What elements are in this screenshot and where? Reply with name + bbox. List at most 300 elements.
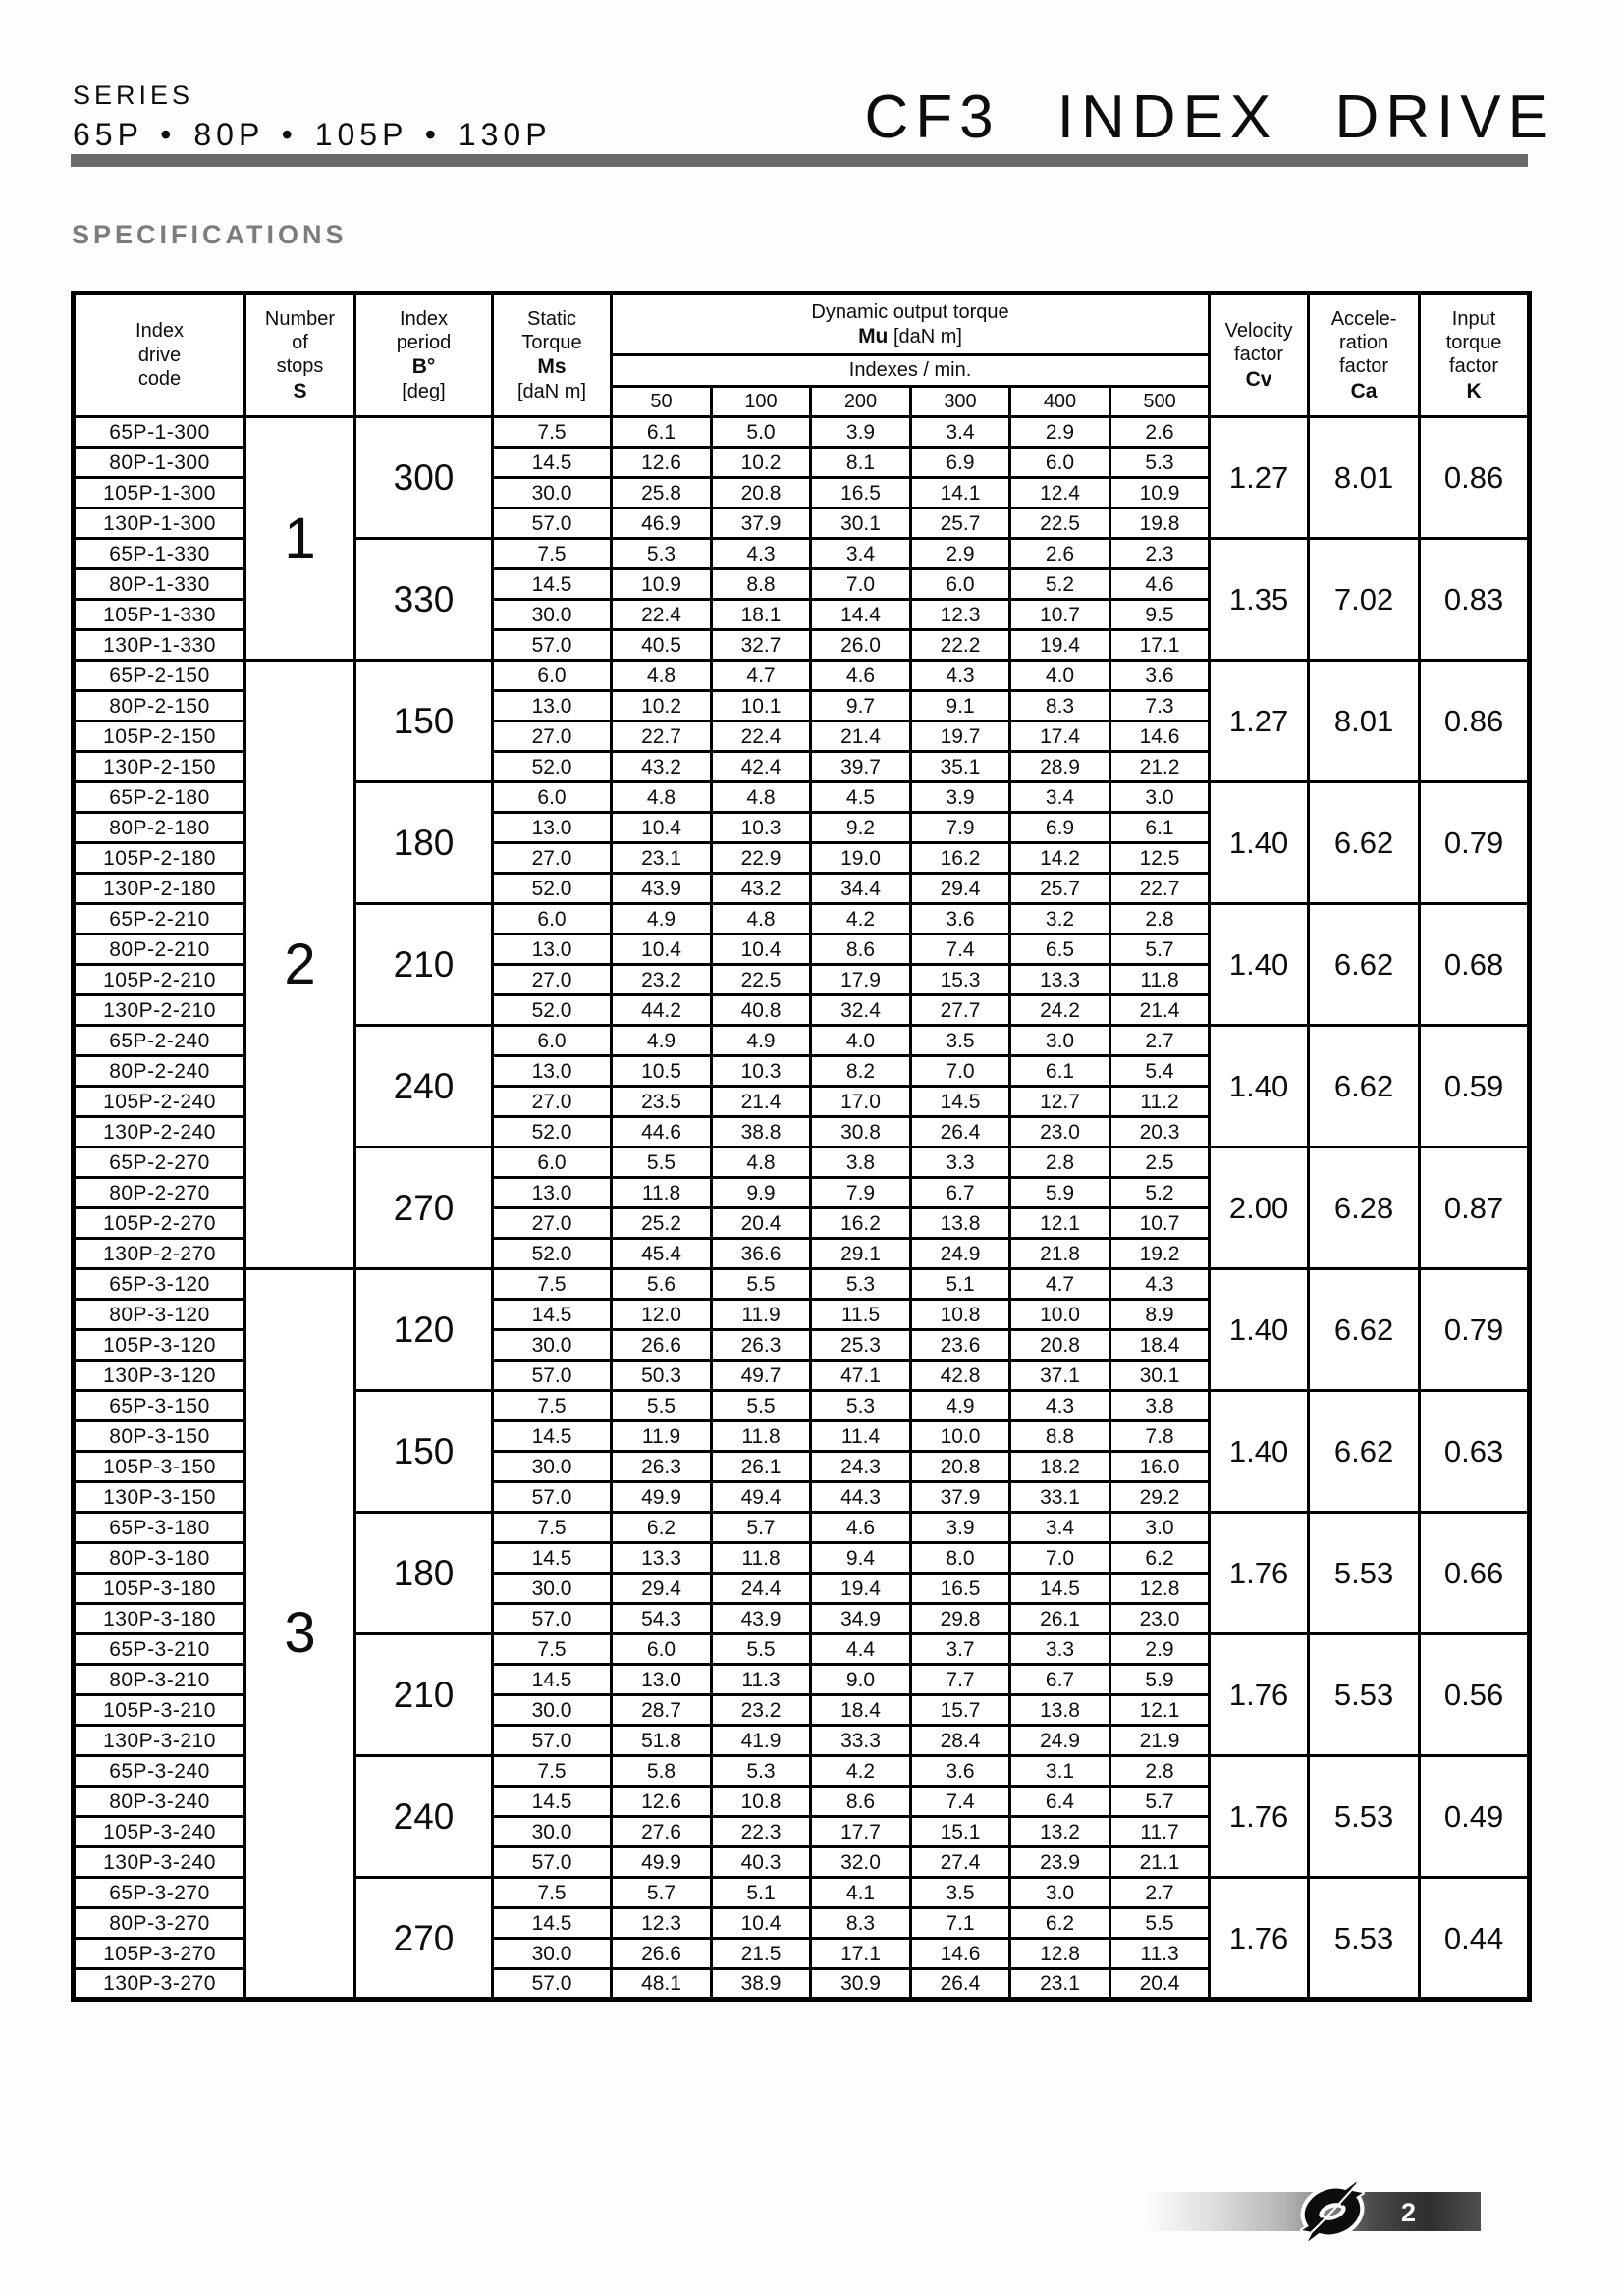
acceleration-factor-cell: 5.53: [1309, 1756, 1420, 1878]
torque-cell: 4.9: [911, 1391, 1010, 1421]
static-torque-cell: 14.5: [493, 1300, 612, 1330]
torque-cell: 4.8: [712, 1148, 811, 1178]
acceleration-factor-cell: 8.01: [1309, 661, 1420, 782]
torque-cell: 5.3: [612, 539, 712, 569]
torque-cell: 2.8: [1010, 1148, 1110, 1178]
torque-cell: 22.5: [712, 965, 811, 995]
index-drive-code-cell: 130P-3-180: [74, 1604, 245, 1634]
torque-cell: 6.7: [1010, 1665, 1110, 1695]
torque-cell: 22.2: [911, 630, 1010, 661]
static-torque-cell: 30.0: [493, 1330, 612, 1361]
col-header-speed-300: 300: [911, 387, 1010, 417]
torque-cell: 48.1: [612, 1969, 712, 2000]
torque-cell: 6.2: [1110, 1543, 1210, 1574]
torque-cell: 17.9: [811, 965, 911, 995]
period-cell: 180: [355, 782, 493, 904]
torque-cell: 7.4: [911, 1787, 1010, 1817]
torque-cell: 13.8: [911, 1208, 1010, 1239]
index-drive-code-cell: 105P-2-270: [74, 1208, 245, 1239]
torque-cell: 22.7: [1110, 874, 1210, 904]
torque-cell: 21.8: [1010, 1239, 1110, 1269]
torque-cell: 12.8: [1110, 1574, 1210, 1604]
torque-cell: 5.7: [1110, 1787, 1210, 1817]
torque-cell: 10.7: [1010, 600, 1110, 630]
input-torque-factor-cell: 0.63: [1420, 1391, 1530, 1513]
period-cell: 210: [355, 904, 493, 1026]
torque-cell: 12.1: [1010, 1208, 1110, 1239]
input-torque-factor-cell: 0.79: [1420, 1269, 1530, 1391]
torque-cell: 25.8: [612, 478, 712, 508]
index-drive-code-cell: 105P-3-120: [74, 1330, 245, 1361]
col-header-speed-100: 100: [712, 387, 811, 417]
torque-cell: 37.9: [712, 508, 811, 539]
torque-cell: 4.8: [612, 661, 712, 691]
torque-cell: 20.8: [911, 1452, 1010, 1482]
torque-cell: 4.3: [911, 661, 1010, 691]
torque-cell: 12.0: [612, 1300, 712, 1330]
torque-cell: 12.7: [1010, 1087, 1110, 1117]
torque-cell: 29.1: [811, 1239, 911, 1269]
torque-cell: 9.9: [712, 1178, 811, 1208]
static-torque-cell: 7.5: [493, 1756, 612, 1787]
static-torque-cell: 30.0: [493, 1452, 612, 1482]
torque-cell: 5.3: [811, 1269, 911, 1300]
torque-cell: 6.4: [1010, 1787, 1110, 1817]
index-drive-code-cell: 105P-3-150: [74, 1452, 245, 1482]
torque-cell: 12.1: [1110, 1695, 1210, 1726]
torque-cell: 38.8: [712, 1117, 811, 1148]
index-drive-code-cell: 80P-2-150: [74, 691, 245, 721]
torque-cell: 3.3: [911, 1148, 1010, 1178]
torque-cell: 9.0: [811, 1665, 911, 1695]
velocity-factor-cell: 1.27: [1210, 661, 1309, 782]
torque-cell: 5.5: [712, 1269, 811, 1300]
torque-cell: 3.5: [911, 1026, 1010, 1056]
torque-cell: 10.2: [712, 448, 811, 478]
torque-cell: 39.7: [811, 752, 911, 782]
index-drive-code-cell: 130P-3-120: [74, 1361, 245, 1391]
torque-cell: 21.4: [1110, 995, 1210, 1026]
torque-cell: 44.6: [612, 1117, 712, 1148]
velocity-factor-cell: 1.27: [1210, 417, 1309, 539]
static-torque-cell: 52.0: [493, 1239, 612, 1269]
velocity-factor-cell: 1.40: [1210, 1391, 1309, 1513]
torque-cell: 13.0: [612, 1665, 712, 1695]
static-torque-cell: 7.5: [493, 539, 612, 569]
static-torque-cell: 52.0: [493, 752, 612, 782]
static-torque-cell: 27.0: [493, 1208, 612, 1239]
torque-cell: 6.2: [1010, 1908, 1110, 1939]
torque-cell: 2.3: [1110, 539, 1210, 569]
header-rule: [71, 154, 1528, 167]
torque-cell: 11.9: [612, 1421, 712, 1452]
torque-cell: 19.8: [1110, 508, 1210, 539]
input-torque-factor-cell: 0.59: [1420, 1026, 1530, 1148]
acceleration-factor-cell: 6.62: [1309, 1391, 1420, 1513]
torque-cell: 13.2: [1010, 1817, 1110, 1847]
index-drive-code-cell: 80P-3-180: [74, 1543, 245, 1574]
period-cell: 150: [355, 661, 493, 782]
torque-cell: 5.7: [1110, 934, 1210, 965]
page-number: 2: [1401, 2198, 1417, 2227]
torque-cell: 2.7: [1110, 1026, 1210, 1056]
static-torque-cell: 30.0: [493, 1695, 612, 1726]
torque-cell: 21.9: [1110, 1726, 1210, 1756]
static-torque-cell: 14.5: [493, 1908, 612, 1939]
torque-cell: 42.4: [712, 752, 811, 782]
torque-cell: 19.4: [811, 1574, 911, 1604]
torque-cell: 2.7: [1110, 1878, 1210, 1908]
torque-cell: 40.8: [712, 995, 811, 1026]
torque-cell: 29.8: [911, 1604, 1010, 1634]
torque-cell: 11.8: [1110, 965, 1210, 995]
torque-cell: 22.4: [712, 721, 811, 752]
torque-cell: 40.3: [712, 1847, 811, 1878]
torque-cell: 6.1: [1010, 1056, 1110, 1087]
col-header-speed-500: 500: [1110, 387, 1210, 417]
torque-cell: 23.2: [612, 965, 712, 995]
col-header-number-of-stops: Number of stops S: [245, 294, 355, 417]
torque-cell: 4.4: [811, 1634, 911, 1665]
torque-cell: 23.0: [1110, 1604, 1210, 1634]
torque-cell: 13.3: [612, 1543, 712, 1574]
torque-cell: 6.2: [612, 1513, 712, 1543]
torque-cell: 24.2: [1010, 995, 1110, 1026]
torque-cell: 49.7: [712, 1361, 811, 1391]
col-header-speed-50: 50: [612, 387, 712, 417]
static-torque-cell: 57.0: [493, 1482, 612, 1513]
torque-cell: 10.4: [612, 934, 712, 965]
torque-cell: 3.5: [911, 1878, 1010, 1908]
torque-cell: 5.5: [712, 1634, 811, 1665]
static-torque-cell: 7.5: [493, 1634, 612, 1665]
torque-cell: 19.2: [1110, 1239, 1210, 1269]
index-drive-code-cell: 65P-2-180: [74, 782, 245, 813]
torque-cell: 5.3: [712, 1756, 811, 1787]
static-torque-cell: 57.0: [493, 1361, 612, 1391]
torque-cell: 8.9: [1110, 1300, 1210, 1330]
torque-cell: 2.9: [1010, 417, 1110, 448]
static-torque-cell: 7.5: [493, 1513, 612, 1543]
brand-logo: [1289, 2182, 1376, 2241]
torque-cell: 23.6: [911, 1330, 1010, 1361]
torque-cell: 14.1: [911, 478, 1010, 508]
torque-cell: 20.8: [1010, 1330, 1110, 1361]
torque-cell: 5.0: [712, 417, 811, 448]
torque-cell: 4.2: [811, 1756, 911, 1787]
torque-cell: 23.9: [1010, 1847, 1110, 1878]
index-drive-code-cell: 105P-1-330: [74, 600, 245, 630]
index-drive-code-cell: 65P-1-330: [74, 539, 245, 569]
torque-cell: 5.4: [1110, 1056, 1210, 1087]
torque-cell: 5.5: [612, 1148, 712, 1178]
torque-cell: 36.6: [712, 1239, 811, 1269]
period-cell: 210: [355, 1634, 493, 1756]
col-header-index-period: Index period B° [deg]: [355, 294, 493, 417]
torque-cell: 29.4: [612, 1574, 712, 1604]
static-torque-cell: 14.5: [493, 1421, 612, 1452]
torque-cell: 49.4: [712, 1482, 811, 1513]
torque-cell: 10.4: [612, 813, 712, 843]
index-drive-code-cell: 130P-2-210: [74, 995, 245, 1026]
torque-cell: 27.6: [612, 1817, 712, 1847]
table-row: [74, 417, 1530, 448]
period-cell: 240: [355, 1026, 493, 1148]
static-torque-cell: 14.5: [493, 1665, 612, 1695]
period-cell: 150: [355, 1391, 493, 1513]
torque-cell: 14.6: [1110, 721, 1210, 752]
torque-cell: 7.0: [811, 569, 911, 600]
static-torque-cell: 13.0: [493, 813, 612, 843]
torque-cell: 3.2: [1010, 904, 1110, 934]
torque-cell: 8.8: [1010, 1421, 1110, 1452]
static-torque-cell: 14.5: [493, 1787, 612, 1817]
torque-cell: 12.3: [612, 1908, 712, 1939]
torque-cell: 4.6: [811, 661, 911, 691]
static-torque-cell: 57.0: [493, 1604, 612, 1634]
torque-cell: 3.6: [911, 904, 1010, 934]
index-drive-code-cell: 80P-1-300: [74, 448, 245, 478]
torque-cell: 47.1: [811, 1361, 911, 1391]
col-header-acceleration-factor: Accele- ration factor Ca: [1309, 294, 1420, 417]
index-drive-code-cell: 65P-1-300: [74, 417, 245, 448]
torque-cell: 11.3: [712, 1665, 811, 1695]
input-torque-factor-cell: 0.86: [1420, 417, 1530, 539]
velocity-factor-cell: 1.76: [1210, 1513, 1309, 1634]
torque-cell: 30.8: [811, 1117, 911, 1148]
index-drive-code-cell: 65P-3-270: [74, 1878, 245, 1908]
torque-cell: 5.5: [1110, 1908, 1210, 1939]
torque-cell: 2.8: [1110, 1756, 1210, 1787]
torque-cell: 4.9: [712, 1026, 811, 1056]
torque-cell: 23.2: [712, 1695, 811, 1726]
torque-cell: 5.2: [1010, 569, 1110, 600]
torque-cell: 15.7: [911, 1695, 1010, 1726]
torque-cell: 17.7: [811, 1817, 911, 1847]
torque-cell: 33.3: [811, 1726, 911, 1756]
index-drive-code-cell: 80P-3-210: [74, 1665, 245, 1695]
torque-cell: 3.0: [1110, 782, 1210, 813]
torque-cell: 6.0: [612, 1634, 712, 1665]
torque-cell: 5.2: [1110, 1178, 1210, 1208]
torque-cell: 12.3: [911, 600, 1010, 630]
torque-cell: 7.9: [811, 1178, 911, 1208]
torque-cell: 9.1: [911, 691, 1010, 721]
torque-cell: 4.5: [811, 782, 911, 813]
static-torque-cell: 57.0: [493, 508, 612, 539]
torque-cell: 9.5: [1110, 600, 1210, 630]
index-drive-code-cell: 105P-1-300: [74, 478, 245, 508]
index-drive-code-cell: 130P-3-270: [74, 1969, 245, 2000]
torque-cell: 26.4: [911, 1117, 1010, 1148]
torque-cell: 12.6: [612, 1787, 712, 1817]
torque-cell: 5.3: [1110, 448, 1210, 478]
torque-cell: 11.8: [712, 1421, 811, 1452]
index-drive-code-cell: 80P-2-180: [74, 813, 245, 843]
period-cell: 180: [355, 1513, 493, 1634]
torque-cell: 27.4: [911, 1847, 1010, 1878]
torque-cell: 8.1: [811, 448, 911, 478]
torque-cell: 29.2: [1110, 1482, 1210, 1513]
torque-cell: 4.1: [811, 1878, 911, 1908]
torque-cell: 8.3: [811, 1908, 911, 1939]
torque-cell: 3.8: [811, 1148, 911, 1178]
torque-cell: 50.3: [612, 1361, 712, 1391]
acceleration-factor-cell: 7.02: [1309, 539, 1420, 661]
torque-cell: 18.4: [811, 1695, 911, 1726]
index-drive-code-cell: 130P-1-300: [74, 508, 245, 539]
torque-cell: 24.9: [911, 1239, 1010, 1269]
torque-cell: 11.7: [1110, 1817, 1210, 1847]
torque-cell: 3.6: [1110, 661, 1210, 691]
torque-cell: 22.5: [1010, 508, 1110, 539]
torque-cell: 25.7: [1010, 874, 1110, 904]
static-torque-cell: 30.0: [493, 478, 612, 508]
torque-cell: 49.9: [612, 1482, 712, 1513]
torque-cell: 23.1: [612, 843, 712, 874]
torque-cell: 3.6: [911, 1756, 1010, 1787]
torque-cell: 10.0: [1010, 1300, 1110, 1330]
torque-cell: 2.8: [1110, 904, 1210, 934]
stops-cell: 1: [245, 417, 355, 661]
period-cell: 240: [355, 1756, 493, 1878]
torque-cell: 32.7: [712, 630, 811, 661]
static-torque-cell: 6.0: [493, 1026, 612, 1056]
torque-cell: 41.9: [712, 1726, 811, 1756]
col-header-velocity-factor: Velocity factor Cv: [1210, 294, 1309, 417]
torque-cell: 5.8: [612, 1756, 712, 1787]
torque-cell: 34.9: [811, 1604, 911, 1634]
torque-cell: 21.5: [712, 1939, 811, 1969]
torque-cell: 43.9: [712, 1604, 811, 1634]
torque-cell: 3.1: [1010, 1756, 1110, 1787]
torque-cell: 3.8: [1110, 1391, 1210, 1421]
static-torque-cell: 7.5: [493, 1269, 612, 1300]
torque-cell: 19.0: [811, 843, 911, 874]
torque-cell: 7.9: [911, 813, 1010, 843]
input-torque-factor-cell: 0.87: [1420, 1148, 1530, 1269]
torque-cell: 37.9: [911, 1482, 1010, 1513]
col-header-static-torque: Static Torque Ms [daN m]: [493, 294, 612, 417]
velocity-factor-cell: 1.76: [1210, 1878, 1309, 2000]
static-torque-cell: 57.0: [493, 1969, 612, 2000]
static-torque-cell: 30.0: [493, 1939, 612, 1969]
torque-cell: 8.6: [811, 1787, 911, 1817]
static-torque-cell: 13.0: [493, 691, 612, 721]
torque-cell: 26.6: [612, 1939, 712, 1969]
torque-cell: 3.0: [1010, 1878, 1110, 1908]
torque-cell: 4.3: [712, 539, 811, 569]
torque-cell: 11.8: [712, 1543, 811, 1574]
torque-cell: 12.5: [1110, 843, 1210, 874]
static-torque-cell: 57.0: [493, 1726, 612, 1756]
velocity-factor-cell: 1.35: [1210, 539, 1309, 661]
velocity-factor-cell: 1.40: [1210, 1026, 1309, 1148]
static-torque-cell: 57.0: [493, 1847, 612, 1878]
period-cell: 330: [355, 539, 493, 661]
velocity-factor-cell: 1.40: [1210, 782, 1309, 904]
torque-cell: 3.3: [1010, 1634, 1110, 1665]
torque-cell: 43.2: [612, 752, 712, 782]
torque-cell: 38.9: [712, 1969, 811, 2000]
torque-cell: 2.9: [1110, 1634, 1210, 1665]
torque-cell: 22.9: [712, 843, 811, 874]
static-torque-cell: 52.0: [493, 1117, 612, 1148]
torque-cell: 44.3: [811, 1482, 911, 1513]
index-drive-code-cell: 105P-2-240: [74, 1087, 245, 1117]
torque-cell: 5.1: [712, 1878, 811, 1908]
static-torque-cell: 6.0: [493, 1148, 612, 1178]
index-drive-code-cell: 130P-2-270: [74, 1239, 245, 1269]
torque-cell: 10.8: [712, 1787, 811, 1817]
torque-cell: 3.4: [1010, 782, 1110, 813]
torque-cell: 35.1: [911, 752, 1010, 782]
static-torque-cell: 14.5: [493, 569, 612, 600]
torque-cell: 13.8: [1010, 1695, 1110, 1726]
torque-cell: 6.9: [1010, 813, 1110, 843]
index-drive-code-cell: 130P-3-210: [74, 1726, 245, 1756]
index-drive-code-cell: 80P-2-210: [74, 934, 245, 965]
torque-cell: 12.8: [1010, 1939, 1110, 1969]
torque-cell: 7.3: [1110, 691, 1210, 721]
torque-cell: 8.6: [811, 934, 911, 965]
torque-cell: 11.4: [811, 1421, 911, 1452]
acceleration-factor-cell: 6.62: [1309, 782, 1420, 904]
static-torque-cell: 13.0: [493, 934, 612, 965]
torque-cell: 28.9: [1010, 752, 1110, 782]
index-drive-code-cell: 105P-3-210: [74, 1695, 245, 1726]
torque-cell: 7.0: [1010, 1543, 1110, 1574]
torque-cell: 33.1: [1010, 1482, 1110, 1513]
torque-cell: 45.4: [612, 1239, 712, 1269]
static-torque-cell: 52.0: [493, 874, 612, 904]
torque-cell: 10.0: [911, 1421, 1010, 1452]
torque-cell: 9.2: [811, 813, 911, 843]
period-cell: 300: [355, 417, 493, 539]
index-drive-code-cell: 105P-2-150: [74, 721, 245, 752]
index-drive-code-cell: 80P-2-240: [74, 1056, 245, 1087]
torque-cell: 3.0: [1110, 1513, 1210, 1543]
torque-cell: 3.4: [811, 539, 911, 569]
torque-cell: 16.2: [911, 843, 1010, 874]
input-torque-factor-cell: 0.83: [1420, 539, 1530, 661]
torque-cell: 3.9: [911, 782, 1010, 813]
torque-cell: 14.4: [811, 600, 911, 630]
torque-cell: 18.4: [1110, 1330, 1210, 1361]
torque-cell: 11.9: [712, 1300, 811, 1330]
torque-cell: 7.7: [911, 1665, 1010, 1695]
torque-cell: 4.3: [1110, 1269, 1210, 1300]
torque-cell: 42.8: [911, 1361, 1010, 1391]
torque-cell: 10.7: [1110, 1208, 1210, 1239]
index-drive-code-cell: 65P-3-180: [74, 1513, 245, 1543]
torque-cell: 6.5: [1010, 934, 1110, 965]
torque-cell: 34.4: [811, 874, 911, 904]
table-header: [74, 294, 1530, 417]
torque-cell: 4.7: [1010, 1269, 1110, 1300]
torque-cell: 6.0: [911, 569, 1010, 600]
torque-cell: 10.9: [612, 569, 712, 600]
torque-cell: 14.5: [1010, 1574, 1110, 1604]
static-torque-cell: 30.0: [493, 1574, 612, 1604]
static-torque-cell: 13.0: [493, 1056, 612, 1087]
torque-cell: 20.4: [712, 1208, 811, 1239]
torque-cell: 5.5: [712, 1391, 811, 1421]
input-torque-factor-cell: 0.79: [1420, 782, 1530, 904]
index-drive-code-cell: 80P-2-270: [74, 1178, 245, 1208]
torque-cell: 44.2: [612, 995, 712, 1026]
specifications-table: [71, 291, 1532, 2002]
